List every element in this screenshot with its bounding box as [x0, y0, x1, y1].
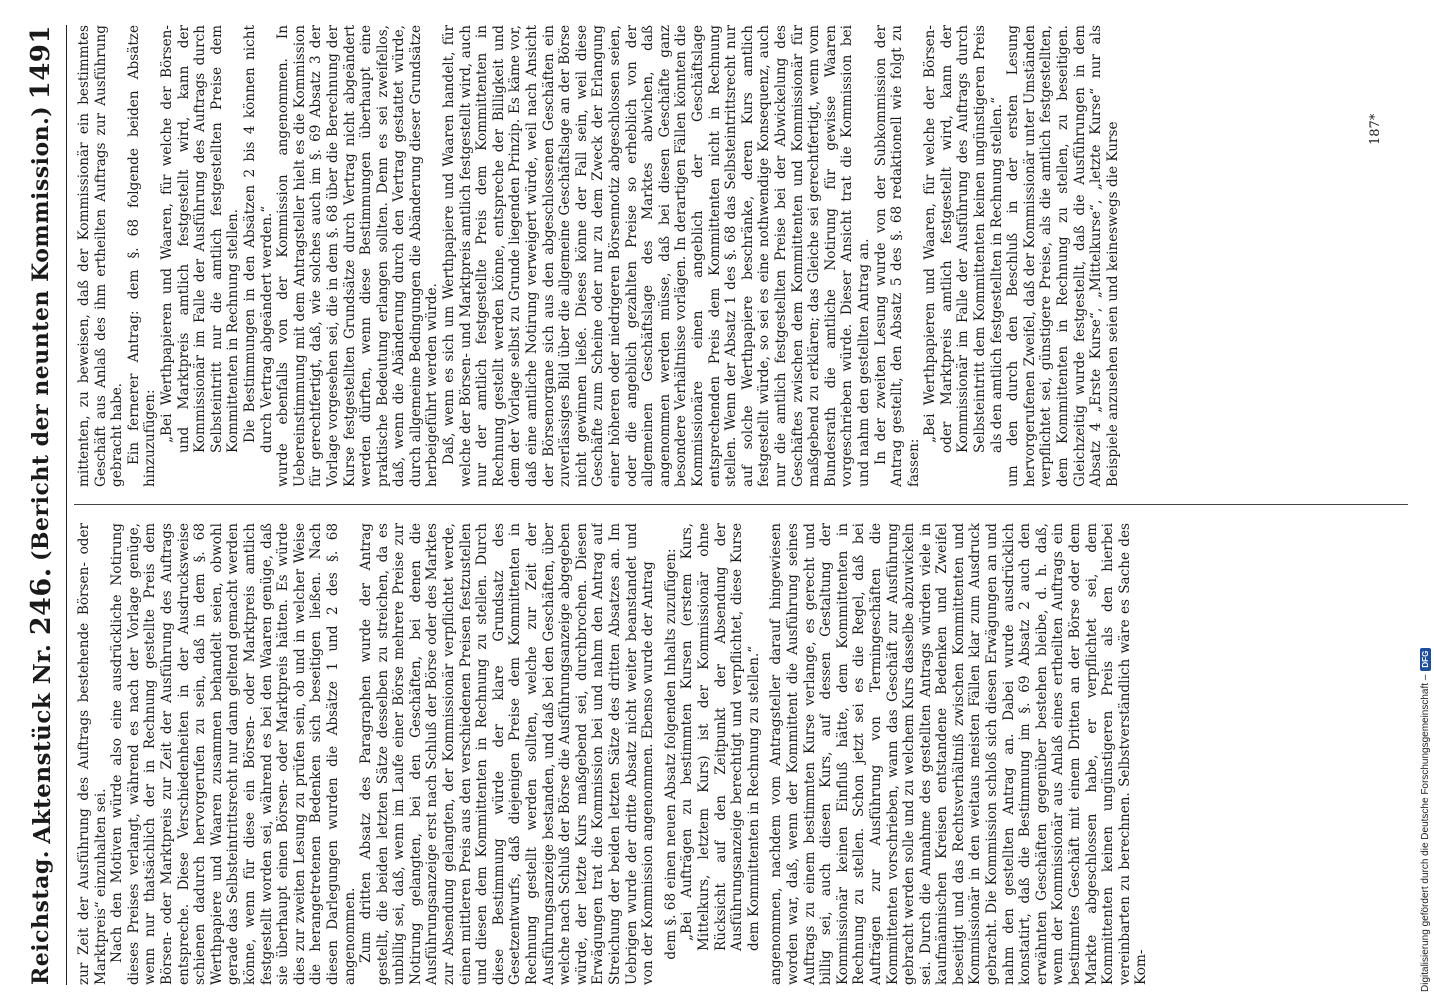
right-paragraph: wurde ebenfalls von der Kommission angenommen. In Uebereinstimmung mit dem Antragsteller hielt es die Kommission für gerechtfertigt, daß, wie solches auch im §. 69 Absatz 3 der Vorlage vorgesehen sei, die in dem §. 68 über die Berechnung der Kurse festgestellten Grundsätze durch Vertrag nicht abgeändert werden dürften, wenn diese Bestimmungen überhaupt eine praktische Bedeutung erlangen sollten. Denn es sei zweifellos, daß, wenn die Abänderung durch den Vertrag gestattet würde, durch allgemeine Bedingungen die Abänderung dieser Grundsätze herbeigeführt werden würde. [275, 25, 441, 487]
rotated-page [18, 25, 1418, 985]
column-divider [74, 504, 1408, 505]
dfg-logo: DFG [1420, 648, 1431, 671]
right-paragraph: Ein fernerer Antrag: dem §. 68 folgende beiden Absätze hinzuzufügen: [125, 25, 159, 487]
page-number: 1491 [26, 25, 56, 100]
header-aktenstueck [26, 567, 57, 843]
header-report-title: (Bericht der neunten Kommission.) [28, 105, 54, 561]
digitization-credit [1418, 8, 1432, 992]
left-paragraph: zur Zeit der Ausführung des Auftrags bestehende Börsen- oder Marktpreis“ einzuhalten sei. [76, 523, 109, 985]
signature-mark: 187* [1368, 113, 1383, 145]
header-rule [66, 25, 67, 985]
left-paragraph: angenommen, nachdem vom Antragsteller darauf hingewiesen worden war, daß, wenn der Kommittent die Ausführung seines Auftrags zu einem bestimmten Kurse verlange, es gerecht und billig sei, auch diesen Kurs, auf dessen Gestaltung der Kommissionär keinen Einfluß hätte, dem Kommittenten in Rechnung zu stellen. Schon jetzt sei es die Regel, daß bei Aufträgen zur Ausführung von Termingeschäften die Kommittenten vorschrieben, wann das Geschäft zur Ausführung gebracht werden solle und zu welchem Kurs dasselbe abzuwickeln sei. Durch die Annahme des gestellten Antrags würden viele in kaufmännischen Kreisen entstandene Bedenken und Zweifel beseitigt und das Rechtsverhältniß zwischen Kommittenten und Kommissionär in den weitaus meisten Fällen klar zum Ausdruck gebracht. Die Kommission schloß sich diesen Erwägungen an und nahm den gestellten Antrag an. Dabei wurde ausdrücklich konstatirt, daß die Bestimmung im §. 69 Absatz 2 auch den erwähnten Geschäften gegenüber bestehen bleibe, d. h. daß, wenn der Kommissionär aus Anlaß eines ertheilten Auftrags ein bestimmtes Geschäft mit einem Dritten an der Börse oder dem Markte abgeschlossen habe, er verpflichtet sei, dem Kommittenten keinen ungünstigeren Preis als den hierbei vereinbarten zu berechnen. Selbstverständlich wäre es Sache des Kom- [768, 523, 1150, 985]
left-column [76, 523, 1406, 985]
header-aktenstueck-number: 246. [25, 567, 57, 636]
header-aktenstueck-prefix: Aktenstück Nr. [28, 643, 56, 844]
right-quote: „Bei Werthpapieren und Waaren, für welche der Börsen- oder Marktpreis amtlich festgestellt wird, kann der Kommissionär im Falle der Ausführung des Auftrags durch Selbsteintritt dem Kommittenten keinen ungünstigeren Preis als den amtlich festgestellten in Rechnung stellen.“ [922, 25, 1005, 453]
left-quote: „Bei Aufträgen zu bestimmten Kursen (erstem Kurs, Mittelkurs, letztem Kurs) ist der Kommissionär ohne Rücksicht auf den Zeitpunkt der Absendung der Ausführungsanzeige berechtigt und verpflichtet, diese Kurse dem Kommittenten in Rechnung zu stellen.“ [679, 523, 762, 951]
right-column [76, 25, 1406, 487]
left-paragraph: Zum dritten Absatz des Paragraphen wurde der Antrag gestellt, die beiden letzten Sätze desselben zu streichen, da es unbillig sei, daß, wenn im Laufe einer Börse mehrere Preise zur Notirung gelangten, bei den Geschäften, bei denen die Ausführungsanzeige erst nach Schluß der Börse oder des Marktes zur Absendung gelangten, der Kommissionär verpflichtet werde, einen mittleren Preis aus den verschiedenen Preisen festzustellen und diesen dem Kommittenten in Rechnung zu stellen. Durch diese Bestimmung würde der klare Grundsatz des Gesetzentwurfs, daß diejenigen Preise dem Kommittenten in Rechnung gestellt werden sollten, welche zur Zeit der Ausführungsanzeige bestanden, und daß bei den Geschäften, über welche nach Schluß der Börse die Ausführungsanzeige abgegeben würde, der letzte Kurs maßgebend sei, durchbrochen. Diesen Erwägungen trat die Kommission bei und nahm den Antrag auf Streichung der beiden letzten Sätze des dritten Absatzes an. Im Uebrigen wurde der dritte Absatz nicht weiter beanstandet und von der Kommission angenommen. Ebenso wurde der Antrag [358, 523, 657, 985]
page-header [18, 25, 64, 985]
right-quote: „Bei Werthpapieren und Waaren, für welche der Börsen- und Marktpreis amtlich festgestellt wird, kann der Kommissionär im Falle der Ausführung des Auftrags durch Selbsteintritt nur die amtlich festgestellten Preise dem Kommittenten in Rechnung stellen. [158, 25, 242, 453]
right-paragraph: In der zweiten Lesung wurde von der Subkommission der Antrag gestellt, den Absatz 5 des §. 68 redaktionell wie folgt zu fassen: [872, 25, 922, 487]
header-reichstag: Reichstag. [28, 850, 54, 985]
right-quote: Die Bestimmungen in den Absätzen 2 bis 4 können nicht durch Vertrag abgeändert werden.“ [241, 25, 275, 453]
right-paragraph: Daß, wenn es sich um Werthpapiere und Waaren handelt, für welche der Börsen- und Marktpreis amtlich festgestellt wird, auch nur der amtlich festgestellte Preis dem Kommittenten in Rechnung gestellt werden könne, entspreche der Billigkeit und dem der Vorlage selbst zu Grunde liegenden Prinzip. Es käme vor, daß eine amtliche Notirung verweigert würde, weil nach Ansicht der Börsenorgane sich aus den abgeschlossenen Geschäften ein zuverlässiges Bild über die allgemeine Geschäftslage an der Börse nicht gewinnen ließe. Dieses könne der Fall sein, weil diese Geschäfte zum Scheine oder nur zu dem Zweck der Erlangung einer höheren oder niedrigeren Börsennotiz abgeschlossen seien, oder die angeblich gezahlten Preise so erheblich von der allgemeinen Geschäftslage des Marktes abwichen, daß angenommen werden müsse, daß bei diesen Geschäfte ganz besondere Verhältnisse vorlägen. In derartigen Fällen könnten die Kommissionäre einen angeblich der Geschäftslage entsprechenden Preis dem Kommittenten nicht in Rechnung stellen. Wenn der Absatz 1 des §. 68 das Selbsteintrittsrecht nur auf solche Werthpapiere beschränke, deren Kurs amtlich festgestellt würde, so sei es eine nothwendige Konsequenz, auch nur die amtlich festgestellten Preise bei der Abwickelung des Geschäftes zwischen dem Kommittenten und Kommissionär für maßgebend zu erklären; das Gleiche sei gerechtfertigt, wenn vom Bundesrath die amtliche Notirung für gewisse Waaren vorgeschrieben würde. Dieser Ansicht trat die Kommission bei und nahm den gestellten Antrag an. [441, 25, 872, 487]
right-paragraph: mittenten, zu beweisen, daß der Kommissionär ein bestimmtes Geschäft aus Anlaß des ihm ertheilten Auftrags zur Ausführung gebracht habe. [76, 25, 126, 487]
credit-text: Digitalisierung gefördert durch die Deutsche Forschungsgemeinschaft – [1419, 674, 1431, 992]
right-paragraph: um den durch den Beschluß in der ersten Lesung hervorgerufenen Zweifel, daß der Kommissionär unter Umständen verpflichtet sei, günstigere Preise, als die amtlich festgestellten, dem Kommittenten in Rechnung zu stellen, zu beseitigen. Gleichzeitig wurde festgestellt, daß die Ausführungen in dem Absatz 4 „Erste Kurse“, „Mittelkurse“, „letzte Kurse“ nur als Beispiele anzusehen seien und keineswegs die Kurse [1005, 25, 1121, 487]
left-paragraph: dem §. 68 einen neuen Absatz folgenden Inhalts zuzufügen: [662, 548, 679, 960]
left-paragraph: Nach den Motiven würde also eine ausdrückliche Notirung dieses Preises verlangt, während es nach der Vorlage genüge, wenn nur thatsächlich der in Rechnung gestellte Preis dem Börsen- oder Marktpreis zur Zeit der Ausführung des Auftrags entspreche. Diese Verschiedenheiten in der Ausdrucksweise schienen dadurch hervorgerufen zu sein, daß in dem §. 68 Werthpapiere und Waaren zusammen behandelt seien, obwohl gerade das Selbsteintrittsrecht nur dann geltend gemacht werden könne, wenn für diese ein Börsen- oder Marktpreis amtlich festgestellt worden sei, während es bei den Waaren genüge, daß sie überhaupt einen Börsen- oder Marktpreis hätten. Es würde dies zur zweiten Lesung zu prüfen sein, ob und in welcher Weise die herangetretenen Bedenken sich beseitigen ließen. Nach diesen Darlegungen wurden die Absätze 1 und 2 des §. 68 angenommen. [109, 523, 358, 985]
